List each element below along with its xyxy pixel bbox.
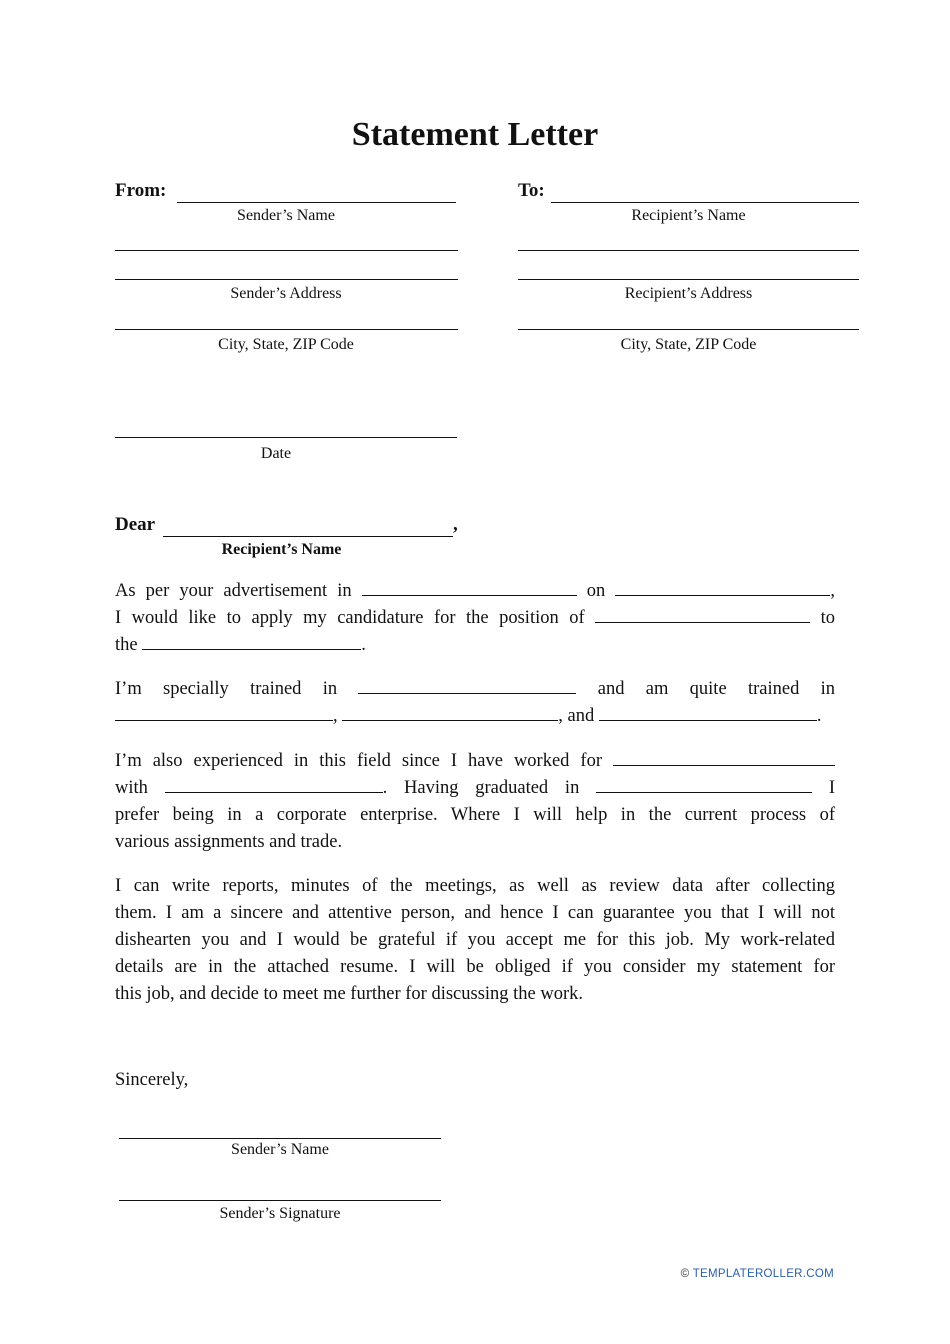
- graduation-field-blank[interactable]: [596, 776, 812, 793]
- p3-text-b: with: [115, 778, 148, 798]
- recipient-address-line-1[interactable]: [518, 250, 859, 251]
- p3-text-e: prefer being in a corporate enterprise. Where I will help in the current process of: [115, 805, 835, 825]
- paragraph-3: [115, 748, 835, 856]
- advertisement-source-blank[interactable]: [362, 579, 577, 596]
- recipient-city-caption: City, State, ZIP Code: [620, 336, 757, 353]
- sender-city-caption: City, State, ZIP Code: [218, 336, 354, 353]
- page-title: Statement Letter: [351, 116, 599, 153]
- p1-text-e: to: [820, 608, 836, 628]
- p1-text-f: the: [115, 635, 138, 655]
- p4-line-2: them. I am a sincere and attentive person, and hence I can guarantee you that I will not: [115, 903, 835, 923]
- p3-text-a: I’m also experienced in this field since I have worked for: [115, 751, 602, 771]
- skill-blank-3[interactable]: [599, 704, 817, 721]
- p3-text-f: various assignments and trade.: [115, 832, 343, 852]
- p3-text-c: . Having graduated in: [382, 778, 580, 798]
- p4-line-3: dishearten you and I would be grateful if you accept me for this job. My work-related: [115, 930, 835, 950]
- skill-blank-1[interactable]: [115, 704, 333, 721]
- recipient-address-line-2[interactable]: [518, 279, 859, 280]
- salutation-label: Dear: [115, 514, 156, 535]
- specialty-blank[interactable]: [358, 677, 576, 694]
- date-line[interactable]: [115, 437, 457, 438]
- signature-line[interactable]: [119, 1200, 441, 1201]
- p4-line-5: this job, and decide to meet me further for discussing the work.: [115, 984, 584, 1004]
- salutation-name-line[interactable]: [163, 536, 453, 537]
- paragraph-1: [115, 578, 835, 659]
- signature-name-line[interactable]: [119, 1138, 441, 1139]
- sender-address-caption: Sender’s Address: [230, 285, 342, 302]
- sender-name-caption: Sender’s Name: [237, 207, 335, 224]
- position-blank[interactable]: [595, 606, 810, 623]
- sender-name-line[interactable]: [177, 202, 456, 203]
- p4-line-1: I can write reports, minutes of the meetings, as well as review data after collecting: [115, 876, 835, 896]
- skill-blank-2[interactable]: [342, 704, 558, 721]
- employer-blank[interactable]: [165, 776, 383, 793]
- signature-caption: Sender’s Signature: [219, 1205, 341, 1222]
- department-blank[interactable]: [142, 633, 361, 650]
- recipient-name-caption: Recipient’s Name: [631, 207, 746, 224]
- recipient-city-line[interactable]: [518, 329, 859, 330]
- p2-text-b: and am quite trained in: [597, 679, 836, 699]
- p1-text-b: on: [586, 581, 606, 601]
- sender-address-line-2[interactable]: [115, 279, 458, 280]
- p1-text-a: As per your advertisement in: [115, 581, 352, 601]
- p2-text-a: I’m specially trained in: [115, 679, 338, 699]
- sender-city-line[interactable]: [115, 329, 458, 330]
- p2-text-d: , and: [558, 706, 595, 726]
- signature-name-caption: Sender’s Name: [231, 1141, 329, 1158]
- p2-text-c: ,: [333, 706, 338, 726]
- recipient-address-caption: Recipient’s Address: [624, 285, 753, 302]
- recipient-name-line[interactable]: [551, 202, 859, 203]
- closing: Sincerely,: [115, 1070, 189, 1090]
- paragraph-2: [115, 676, 835, 730]
- p1-text-g: .: [361, 635, 366, 655]
- work-duration-blank[interactable]: [613, 749, 835, 766]
- advertisement-date-blank[interactable]: [615, 579, 830, 596]
- paragraph-4: [115, 873, 835, 1008]
- p3-text-d: I: [828, 778, 836, 798]
- salutation-comma: ,: [453, 514, 458, 535]
- date-caption: Date: [260, 445, 292, 462]
- from-label: From:: [115, 180, 167, 201]
- footer-credit: [681, 1268, 834, 1280]
- to-label: To:: [518, 180, 545, 201]
- footer-site-link[interactable]: TEMPLATEROLLER.COM: [692, 1268, 834, 1280]
- p4-line-4: details are in the attached resume. I will be obliged if you consider my statement for: [115, 957, 835, 977]
- sender-address-line-1[interactable]: [115, 250, 458, 251]
- salutation-caption: Recipient’s Name: [221, 541, 342, 558]
- p1-text-c: ,: [830, 581, 836, 601]
- copyright-symbol: ©: [680, 1268, 690, 1280]
- p2-text-e: .: [816, 706, 822, 726]
- p1-text-d: I would like to apply my candidature for the position of: [115, 608, 585, 628]
